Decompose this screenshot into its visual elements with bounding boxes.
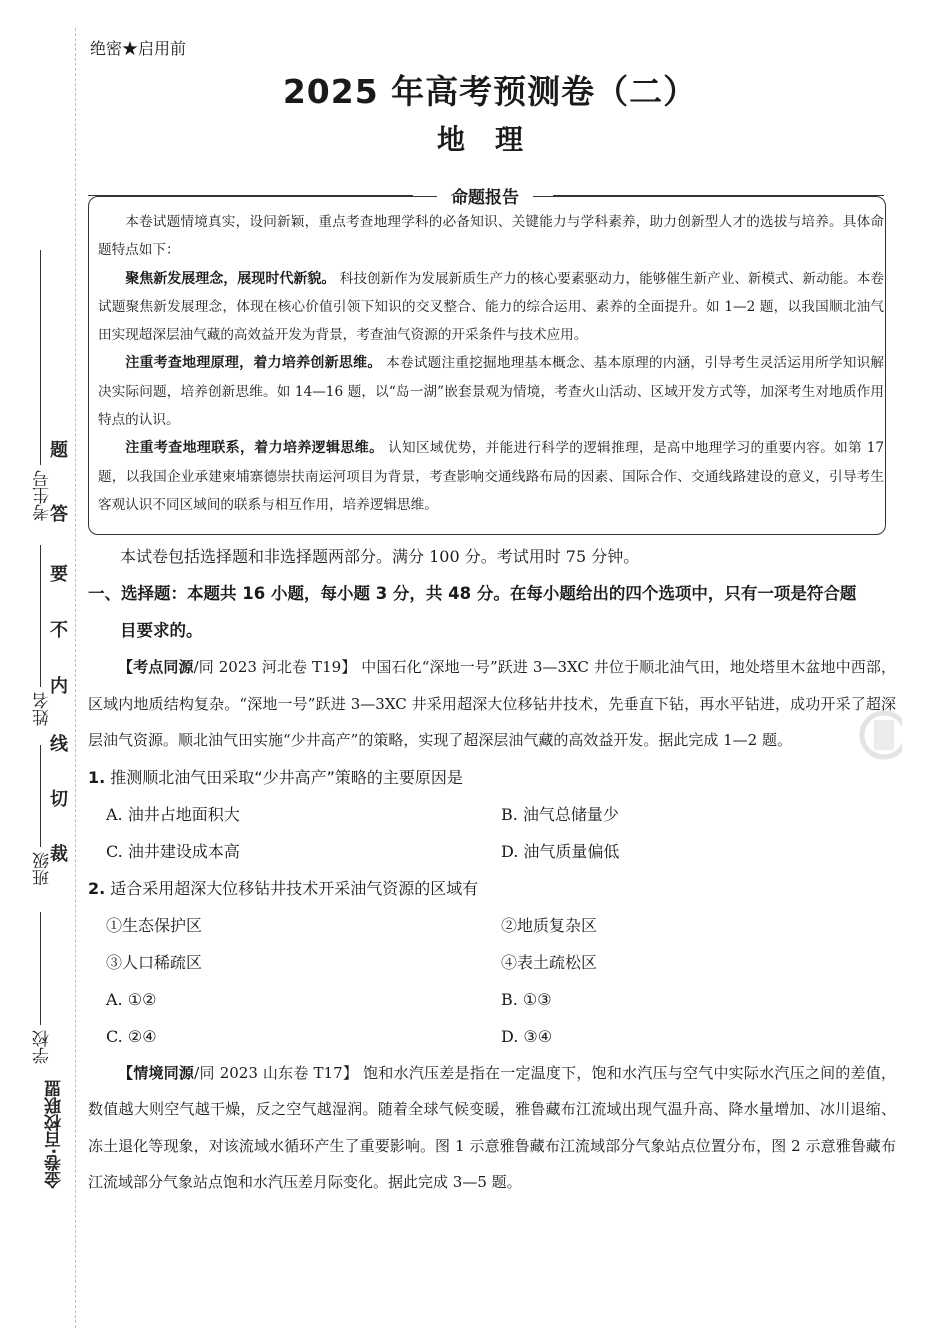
class-field[interactable] [40,745,41,847]
subject-title: 地理 [436,123,553,156]
q2-option-d[interactable]: D. ③④ [501,1026,553,1046]
exam-title: 2025 年高考预测卷（二） [282,72,698,111]
q2-statements-row-1 [88,907,896,944]
student-id-label: 考生号 [33,470,53,521]
q1-option-c[interactable]: C. 油井建设成本高 [106,841,240,861]
q2-option-a[interactable]: A. ①② [106,989,157,1009]
seal-char: 切 [50,789,68,810]
confidential-label: 绝密★启用前 [90,39,187,58]
q2-statement-2: ②地质复杂区 [501,915,598,935]
passage-1: 【考点同源/同 2023 河北卷 T19】 中国石化“深地一号”跃进 3—3XC 井位于顺北油气田，地处塔里木盆地中西部，区域内地质结构复杂。“深地一号”跃进 3—3XC 井采用超深大位移钻井技术，先垂直下钻，再水平钻进，成功开采了超深层油气资源。顺北油气田实施“少井高产”的策略，实现了超深层油气藏的高效益开发。据此完成 1—2 题。 [88,658,896,749]
q1-options-row-1 [88,796,896,833]
q2-statement-1: ①生态保护区 [106,915,203,935]
q2-statements-row-2 [88,944,896,981]
report-heading: 命题报告 [0,183,950,208]
binding-dashed-line [75,28,76,1328]
report-intro: 本卷试题情境真实，设问新颖，重点考查地理学科的必备知识、关键能力与学科素养，助力创新型人才的选拔与培养。具体命题特点如下： [98,214,884,259]
section-title: 一、选择题：本题共 16 小题，每小题 3 分，共 48 分。在每小题给出的四个选项中，只有一项是符合题 目要求的。 [88,584,857,640]
seal-char: 不 [50,620,68,641]
seal-char: 裁 [50,844,68,865]
name-field[interactable] [40,545,41,687]
school-field[interactable] [40,912,41,1025]
watermark-seal-icon [858,690,902,780]
question-1: 1. 推测顺北油气田采取“少井高产”策略的主要原因是 [88,767,463,787]
report-point-2: 注重考查地理原理，着力培养创新思维。 本卷试题注重挖掘地理基本概念、基本原理的内涵，引导考生灵活运用所学知识解决实际问题，培养创新思维。如 14—16 题，以“岛一湖”嵌套景观为情境，考查火山活动、区域开发方式等，加深考生对地质作用特点的认识。 [98,355,884,429]
exam-info: 本试卷包括选择题和非选择题两部分。满分 100 分。考试用时 75 分钟。 [120,547,640,566]
seal-char: 内 [50,676,68,697]
seal-char: 题 [50,440,68,461]
class-label: 班级 [33,852,53,886]
student-id-field[interactable] [40,250,41,465]
seal-char: 答 [50,504,68,525]
report-point-1: 聚焦新发展理念，展现时代新貌。 科技创新作为发展新质生产力的核心要素驱动力，能够催生新产业、新模式、新动能。本卷试题聚焦新发展理念，体现在核心价值引领下知识的交叉整合、能力的综合运用、素养的全面提升。如 1—2 题，以我国顺北油气田实现超深层油气藏的高效益开发为背景，考查油气资源的开采条件与技术应用。 [98,270,884,344]
report-point-3: 注重考查地理联系，着力培养逻辑思维。 认知区域优势，并能进行科学的逻辑推理，是高中地理学习的重要内容。如第 17 题，以我国企业承建柬埔寨德崇扶南运河项目为背景，考查影响交通线路布局的因素、国际合作、交通线路建设的意义，引导考生客观认识不同区域间的联系与相互作用，培养逻辑思维。 [98,440,885,513]
passage-2: 【情境同源/同 2023 山东卷 T17】 饱和水汽压差是指在一定温度下，饱和水汽压与空气中实际水汽压之间的差值，数值越大则空气越干燥，反之空气越湿润。随着全球气候变暖，雅鲁藏布江流域出现气温升高、降水量增加、冰川退缩、冻土退化等现象，对该流域水循环产生了重要影响。图 1 示意雅鲁藏布江流域部分气象站点位置分布，图 2 示意雅鲁藏布江流域部分气象站点饱和水汽压差月际变化。据此完成 3—5 题。 [88,1063,897,1191]
q2-statement-4: ④表土疏松区 [501,952,598,972]
q2-options-row-2 [88,1018,896,1055]
main-content [88,538,896,1201]
report-body [98,208,884,519]
q1-option-a[interactable]: A. 油井占地面积大 [106,804,240,824]
q2-statement-3: ③人口稀疏区 [106,952,203,972]
q1-options-row-2 [88,833,896,870]
brand-label: 金卷·百校联盟 [45,1080,65,1189]
seal-char: 要 [50,564,68,585]
q1-option-d[interactable]: D. 油气质量偏低 [501,841,620,861]
q2-option-c[interactable]: C. ②④ [106,1026,157,1046]
school-label: 学校 [33,1030,53,1064]
name-label: 姓名 [33,692,53,726]
q1-option-b[interactable]: B. 油气总储量少 [501,804,619,824]
q2-option-b[interactable]: B. ①③ [501,989,552,1009]
q2-options-row-1 [88,981,896,1018]
seal-char: 线 [50,734,68,755]
question-2: 2. 适合采用超深大位移钻井技术开采油气资源的区域有 [88,878,479,898]
